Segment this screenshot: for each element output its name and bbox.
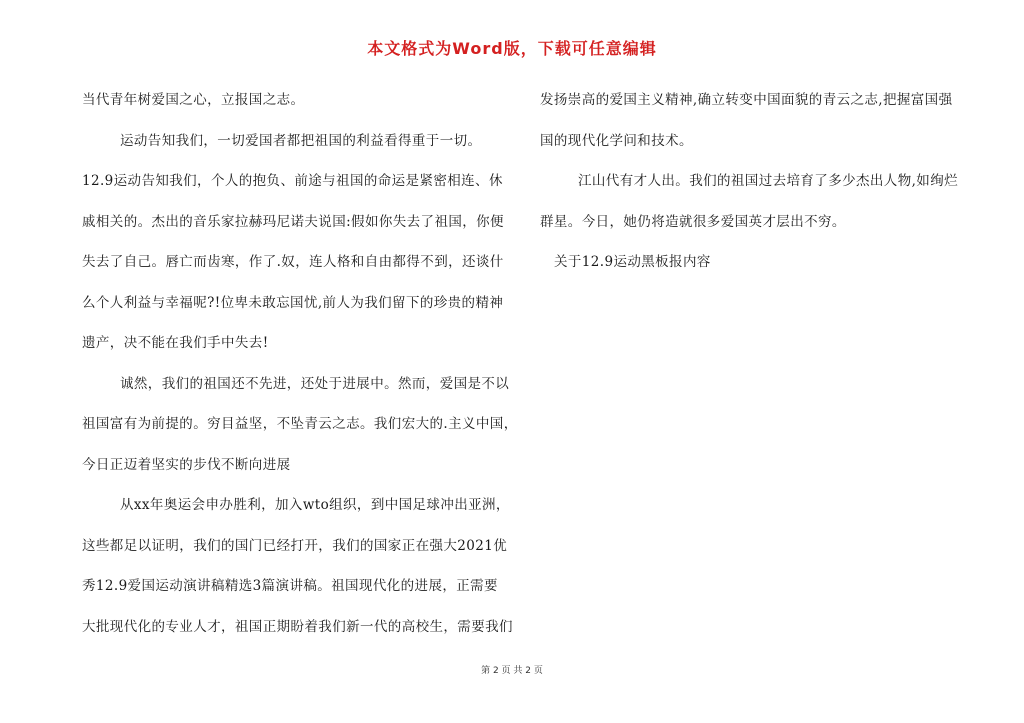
paragraph-line: 当代青年树爱国之心，立报国之志。 xyxy=(82,92,305,108)
paragraph-line: 今日正迈着坚实的步伐不断向进展 xyxy=(82,456,291,473)
paragraph-line: 国的现代化学问和技术。 xyxy=(540,132,693,149)
paragraph-line: 运动告知我们，一切爱国者都把祖国的利益看得重于一切。 xyxy=(120,132,482,149)
right-text-column xyxy=(540,80,960,283)
paragraph-line: 戚相关的。杰出的音乐家拉赫玛尼诺夫说国:假如你失去了祖国，你便 xyxy=(82,213,504,230)
paragraph-line: 群星。今日，她仍将造就很多爱国英才层出不穷。 xyxy=(540,213,846,230)
paragraph-line: 江山代有才人出。我们的祖国过去培育了多少杰出人物,如绚烂 xyxy=(578,173,958,189)
paragraph-line: 发扬崇高的爱国主义精神,确立转变中国面貌的青云之志,把握富国强 xyxy=(540,92,953,108)
left-text-column xyxy=(82,80,522,647)
paragraph-line: 诚然，我们的祖国还不先进，还处于进展中。然而，爱国是不以 xyxy=(120,375,510,392)
paragraph-line: 12.9运动告知我们，个人的抱负、前途与祖国的命运是紧密相连、休 xyxy=(82,173,503,189)
paragraph-line: 祖国富有为前提的。穷目益坚，不坠青云之志。我们宏大的.主义中国， xyxy=(82,416,518,432)
paragraph-line: 大批现代化的专业人才，祖国正期盼着我们新一代的高校生，需要我们 xyxy=(82,618,513,635)
page-number-footer: 第 2 页 共 2 页 xyxy=(481,666,543,676)
paragraph-line: 么个人利益与幸福呢?!位卑未敢忘国忧,前人为我们留下的珍贵的精神 xyxy=(82,294,504,311)
paragraph-line: 失去了自己。唇亡而齿寒，作了.奴，连人格和自由都得不到，还谈什 xyxy=(82,254,504,270)
section-heading-line: 关于12.9运动黑板报内容 xyxy=(554,254,711,270)
paragraph-line: 秀12.9爱国运动演讲稿精选3篇演讲稿。祖国现代化的进展，正需要 xyxy=(82,578,498,594)
paragraph-line: 遗产，决不能在我们手中失去! xyxy=(82,335,269,351)
paragraph-line: 这些都足以证明，我们的国门已经打开，我们的国家正在强大2021优 xyxy=(82,537,508,554)
paragraph-line: 从xx年奥运会申办胜利，加入wto组织，到中国足球冲出亚洲， xyxy=(120,497,510,513)
document-header-banner: 本文格式为Word版，下载可任意编辑 xyxy=(367,39,657,58)
